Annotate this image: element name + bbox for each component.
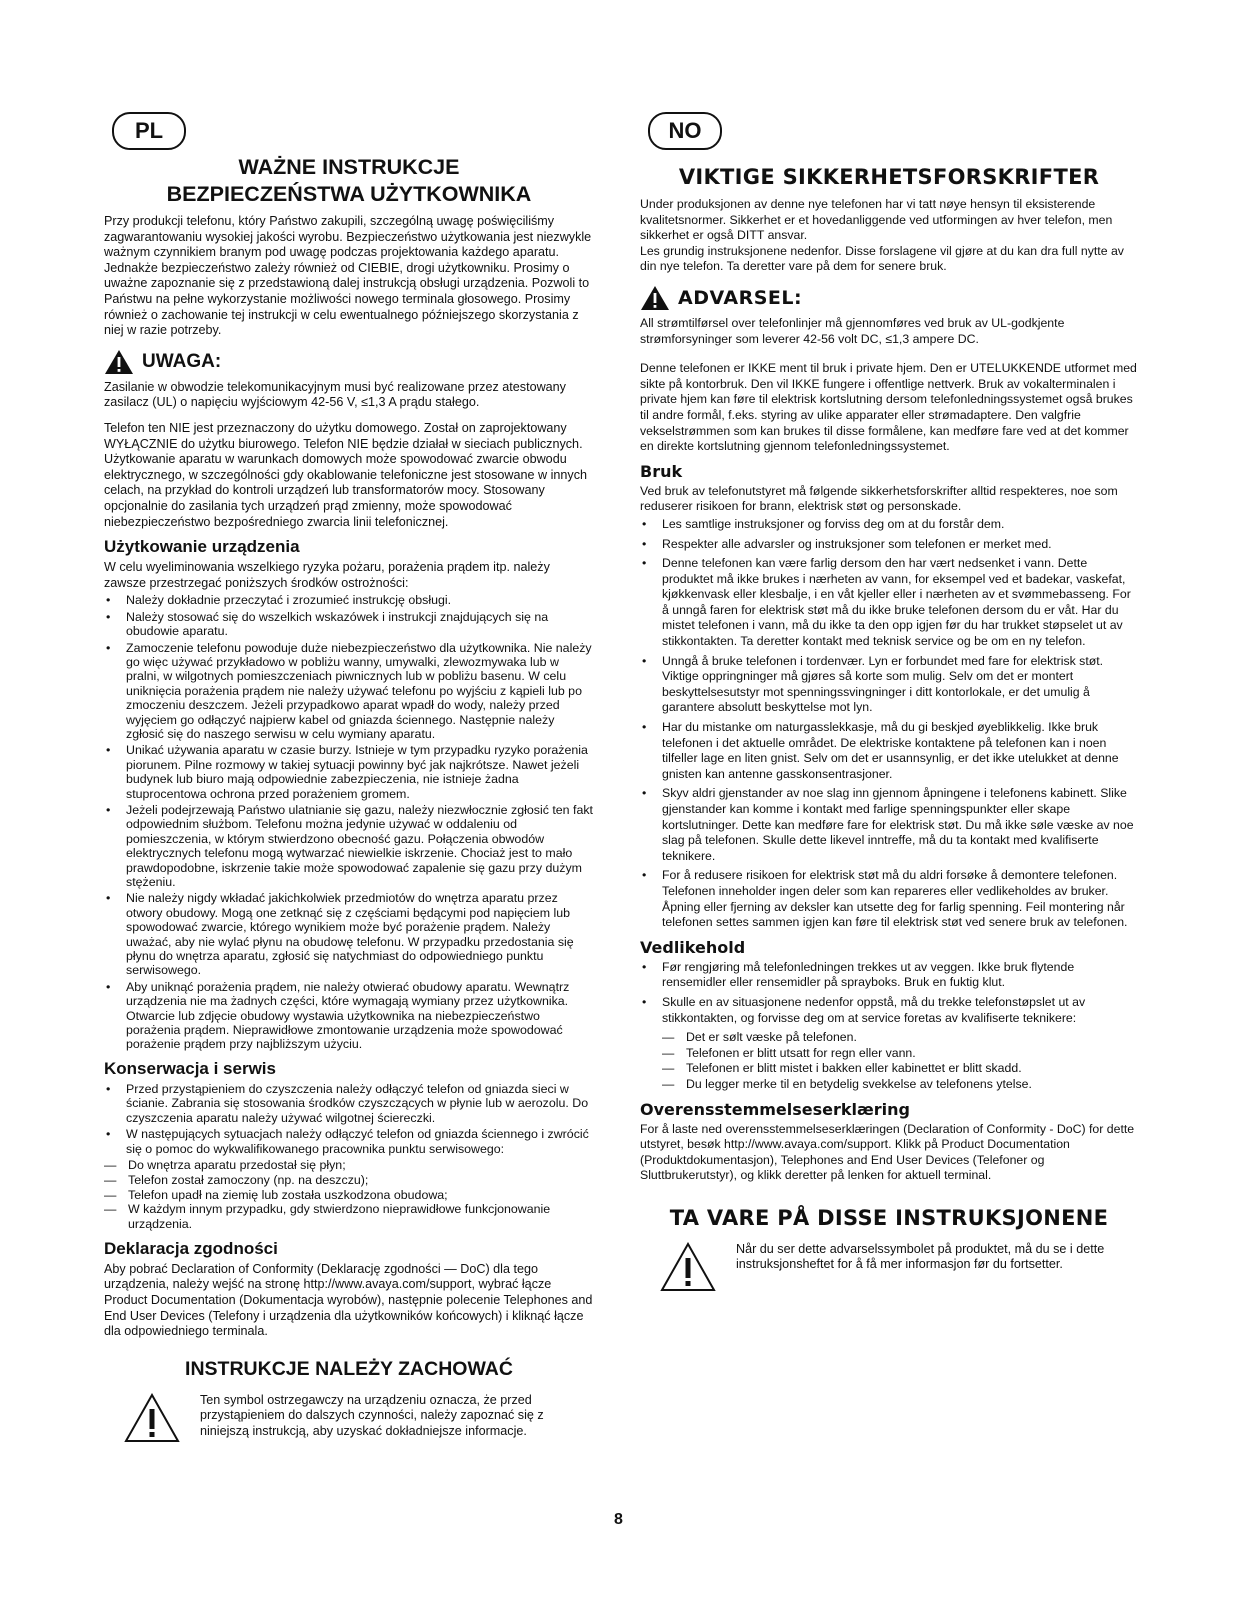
no-maint-list	[640, 960, 1138, 1026]
no-warning-p2: Denne telefonen er IKKE ment til bruk i private hjem. Den er UTELUKKENDE utformet med sikte på kontorbruk. Den vil IKKE fungere i offentlige nettverk. Bruk av vokalterminalen i private hjem kan føre til elektrisk kortslutning dersom telefonledningssystemet også brukes til andre formål, f.eks. styring av ulike apparater eller strømadaptere. Den valgfrie vekselstrømmen som kan brukes til disse formålene, kan medføre fare ved at det kommer en direkte kortslutning gjennom telefonledningssystemet.	[640, 361, 1137, 454]
list-item: • W następujących sytuacjach należy odłączyć telefon od gniazda ściennego i zwrócić się o pomoc do wykwalifikowanego pracownika punktu serwisowego:	[104, 1127, 594, 1156]
pl-maint-heading: Konserwacja i serwis	[104, 1058, 276, 1078]
language-badge-pl: PL	[112, 112, 186, 150]
list-item: • Należy dokładnie przeczytać i zrozumieć instrukcję obsługi.	[104, 593, 594, 607]
list-item: • Zamoczenie telefonu powoduje duże niebezpieczeństwo dla użytkownika. Nie należy go więc używać przykładowo w pobliżu wanny, umywalki, zlewozmywaka lub w pralni, w wilgotnych pomieszczeniach piwnicznych lub w pobliżu basenu. W celu uniknięcia porażenia prądem nie należy używać telefonu po wyjściu z kąpieli lub po zmoczeniu deszczem. Jeżeli przypadkowo aparat wpadł do wody, należy przed wyjęciem go odłączyć najpierw kabel od gniazda ściennego. Następnie należy zgłosić się do naszego serwisu w celu wymiany aparatu.	[104, 641, 594, 742]
no-main-title: VIKTIGE SIKKERHETSFORSKRIFTER	[678, 165, 1100, 189]
list-item: • For å redusere risikoen for elektrisk støt må du aldri forsøke å demontere telefonen. Telefonen inneholder ingen deler som kan repareres eller vedlikeholdes av bruker. Åpning eller fjerning av deksler kan utsette deg for farlig spenning. Feil montering når telefonen settes sammen igjen kan føre til elektrisk støt ved senere bruk av telefonen.	[640, 868, 1138, 930]
no-use-list	[640, 517, 1138, 931]
list-item: • Les samtlige instruksjoner og forviss deg om at du forstår dem.	[640, 517, 1138, 533]
list-item: • Nie należy nigdy wkładać jakichkolwiek przedmiotów do wnętrza aparatu przez otwory obudowy. Mogą one zetknąć się z częściami będącymi pod napięciem lub spowodować zwarcie, którego wynikiem może być porażenie prądem. Należy uważać, aby nie wylać płynu na obudowę telefonu. W przypadku przedostania się płynu do wnętrza aparatu, zgłosić się natychmiast do odpowiedniego punktu serwisowego.	[104, 891, 594, 977]
pl-use-heading: Użytkowanie urządzenia	[104, 537, 300, 557]
dash-item: — Do wnętrza aparatu przedostał się płyn;	[104, 1158, 594, 1173]
list-item: • Denne telefonen kan være farlig dersom den har vært nedsenket i vann. Dette produktet må ikke brukes i nærheten av vann, for eksempel ved et badekar, vaskefat, kjøkkenvask eller klesbalje, i en våt kjeller eller i nærheten av et svømmebasseng. For å unngå faren for elektrisk støt må du ikke bruke telefonen dersom du er våt. Har du mistet telefonen i vann, må du ikke ta den opp igjen før du har trukket støpselet ut av stikkontakten. Ta deretter kontakt med teknisk service og be om en ny telefon.	[640, 556, 1138, 650]
warning-triangle-icon	[104, 349, 134, 375]
no-intro-p2: Les grundig instruksjonene nedenfor. Disse forslagene vil gjøre at du kan dra full nytte av din nye telefon. Ta deretter vare på dem for senere bruk.	[640, 243, 1124, 274]
pl-main-title	[104, 154, 594, 208]
pl-warning-p2: Telefon ten NIE jest przeznaczony do użytku domowego. Został on zaprojektowany WYŁĄCZNIE do użytku biurowego. Telefon NIE będzie działał w sieciach publicznych. Użytkowanie aparatu w warunkach domowych może spowodować zwarcie obwodu elektrycznego, w szczególności gdy okablowanie telefoniczne jest stosowane w innych celach, na przykład do kontroli urządzeń lub transformatorów mocy. Stosowany opcjonalnie do zasilania tych urządzeń prąd zmienny, może spowodować niebezpieczeństwo bezpośredniego zwarcia linii telefonicznej.	[104, 420, 588, 529]
dash-item: — Telefon upadł na ziemię lub została uszkodzona obudowa;	[104, 1188, 594, 1203]
pl-title-line2: BEZPIECZEŃSTWA UŻYTKOWNIKA	[166, 182, 532, 206]
pl-intro: Przy produkcji telefonu, który Państwo zakupili, szczególną uwagę poświęciliśmy zagwarantowaniu wysokiej jakości wyrobu. Bezpieczeństwo użytkowania jest niezwykle ważnym czynnikiem branym pod uwagę podczas projektowania każdego aparatu. Jednakże bezpieczeństwo zależy również od CIEBIE, drogi użytkowniku. Prosimy o uważne zapoznanie się z przedstawioną dalej instrukcją obsługi urządzenia. Pozwoli to Państwu na pełne wykorzystanie możliwości nowego terminala głosowego. Prosimy również o zachowanie tej instrukcji w celu ewentualnego późniejszego skorzystania z niej w razie potrzeby.	[104, 214, 592, 338]
pl-use-intro: W celu wyeliminowania wszelkiego ryzyka pożaru, porażenia prądem itp. należy zawsze przestrzegać poniższych środków ostrożności:	[104, 560, 550, 590]
list-item: • Før rengjøring må telefonledningen trekkes ut av veggen. Ikke bruk flytende rensemidler eller rensemidler på sprayboks. Bruk en fuktig klut.	[640, 960, 1138, 991]
list-item: • Respekter alle advarsler og instruksjoner som telefonen er merket med.	[640, 537, 1138, 553]
no-maint-heading: Vedlikehold	[640, 937, 746, 957]
pl-use-list	[104, 593, 594, 1052]
warning-triangle-icon	[640, 285, 670, 311]
pl-maint-list	[104, 1082, 594, 1156]
no-doc-text: For å laste ned overensstemmelseserklæringen (Declaration of Conformity - DoC) for dette utstyret, besøk http://www.avaya.com/support. Klikk på Product Documentation (Produktdokumentasjon), Telephones and End User Devices (Telefoner og Sluttbrukerutstyr), og klikk deretter på lenken for aktuell terminal.	[640, 1121, 1135, 1183]
dash-item: — Telefon został zamoczony (np. na deszczu);	[104, 1173, 594, 1188]
no-maint-dash-list	[640, 1030, 1138, 1092]
no-warning-label: ADVARSEL:	[678, 286, 803, 309]
dash-item: — Telefonen er blitt mistet i bakken eller kabinettet er blitt skadd.	[662, 1061, 1138, 1077]
list-item: • Unngå å bruke telefonen i tordenvær. Lyn er forbundet med fare for elektrisk støt. Viktige oppringninger må gjøres så korte som mulig. Selv om det er montert beskyttelsesutstyr mot spenningssvingninger i ditt kontorlokale, er det umulig å garantere absolutt beskyttelse mot lyn.	[640, 654, 1138, 716]
no-use-intro: Ved bruk av telefonutstyret må følgende sikkerhetsforskrifter alltid respekteres, noe som reduserer risikoen for brann, elektrisk støt og personskade.	[640, 483, 1118, 514]
list-item: • Jeżeli podejrzewają Państwo ulatnianie się gazu, należy niezwłocznie zgłosić ten fakt odpowiednim służbom. Telefonu można jedynie używać w oddaleniu od pomieszczenia, w którym stwierdzono obecność gazu. Połączenia obwodów elektrycznych telefonu mogą wytwarzać niewielkie iskrzenie. Chociaż jest to mało prawdopodobne, iskrzenie takie może spowodować zapalenie się gazu przy dużym stężeniu.	[104, 803, 594, 889]
pl-symbol-text: Ten symbol ostrzegawczy na urządzeniu oznacza, że przed przystąpieniem do dalszych czynności, należy zapoznać się z niniejszą instrukcją, aby uzyskać dokładniejsze informacje.	[200, 1392, 544, 1439]
list-item: • Unikać używania aparatu w czasie burzy. Istnieje w tym przypadku ryzyko porażenia piorunem. Pilne rozmowy w takiej sytuacji powinny być jak najkrótsze. Nawet jeżeli budynek lub biuro mają odpowiednie zabezpieczenia, nie istnieje żadna stuprocentowa ochrona przed porażeniem gromem.	[104, 743, 594, 801]
polish-column	[104, 112, 594, 1443]
no-symbol-text: Når du ser dette advarselssymbolet på produktet, må du se i dette instruksjonsheftet for å få mer informasjon før du fortsetter.	[736, 1241, 1105, 1272]
no-doc-heading: Overensstemmelseserklæring	[640, 1099, 910, 1119]
dash-item: — Det er sølt væske på telefonen.	[662, 1030, 1138, 1046]
no-warning-p1: All strømtilførsel over telefonlinjer må gjennomføres ved bruk av UL-godkjente strømforsyninger som leverer 42-56 volt DC, ≤1,3 ampere DC.	[640, 315, 1065, 346]
pl-doc-text: Aby pobrać Declaration of Conformity (Deklarację zgodności — DoC) dla tego urządzenia, należy wejść na stronę http://www.avaya.com/support, wybrać łącze Product Documentation (Dokumentacja wyrobów), następnie polecenie Telephones and End User Devices (Telefony i urządzenia dla użytkowników końcowych) i kliknąć łącze dla odpowiedniego terminala.	[104, 1261, 593, 1339]
language-badge-no: NO	[648, 112, 722, 150]
list-item: • Przed przystąpieniem do czyszczenia należy odłączyć telefon od gniazda sieci w ścianie. Zabrania się stosowania środków czyszczących w płynie lub w aerozolu. Do czyszczenia aparatu należy używać wilgotnej ściereczki.	[104, 1082, 594, 1125]
list-item: • Skyv aldri gjenstander av noe slag inn gjennom åpningene i telefonens kabinett. Slike gjenstander kan komme i kontakt med farlige spenningspunkter eller skape kortslutninger. Dette kan medføre fare for elektrisk støt. Du må ikke søle væske av noe slag på telefonen. Skulle dette likevel inntreffe, må du ta kontakt med kvalifiserte teknikere.	[640, 786, 1138, 864]
pl-warning-label: UWAGA:	[142, 350, 222, 372]
pl-title-line1: WAŻNE INSTRUKCJE	[238, 155, 460, 179]
dash-item: — W każdym innym przypadku, gdy stwierdzono nieprawidłowe funkcjonowanie urządzenia.	[104, 1202, 594, 1232]
list-item: • Har du mistanke om naturgasslekkasje, må du gi beskjed øyeblikkelig. Ikke bruk telefonen i det aktuelle området. De elektriske kontaktene på telefonen kan i noen tilfeller lage en liten gnist. Selv om det er usannsynlig, er det ikke utelukket at denne gnisten kan antenne gasskonsentrasjoner.	[640, 720, 1138, 782]
no-final-title: TA VARE PÅ DISSE INSTRUKSJONENE	[669, 1205, 1109, 1230]
list-item: • Skulle en av situasjonene nedenfor oppstå, må du trekke telefonstøpslet ut av stikkontakten, og forvisse deg om at service foretas av kvalifiserte teknikere:	[640, 995, 1138, 1026]
warning-triangle-icon	[660, 1242, 716, 1292]
list-item: • Aby uniknąć porażenia prądem, nie należy otwierać obudowy aparatu. Wewnątrz urządzenia nie ma żadnych części, które wymagają wymiany przez użytkownika. Otwarcie lub zdjęcie obudowy wystawia użytkownika na niebezpieczeństwo porażenia prądem. Nieprawidłowe zmontowanie urządzenia może spowodować porażenie prądem przy najbliższym użyciu.	[104, 980, 594, 1052]
norwegian-column	[640, 112, 1138, 1292]
pl-doc-heading: Deklaracja zgodności	[104, 1238, 278, 1258]
dash-item: — Du legger merke til en betydelig svekkelse av telefonens ytelse.	[662, 1077, 1138, 1093]
list-item: • Należy stosować się do wszelkich wskazówek i instrukcji znajdujących się na obudowie aparatu.	[104, 610, 594, 639]
dash-item: — Telefonen er blitt utsatt for regn eller vann.	[662, 1046, 1138, 1062]
pl-symbol-note	[104, 1393, 594, 1443]
no-use-heading: Bruk	[640, 461, 683, 481]
pl-warning-heading	[104, 349, 594, 375]
no-warning-heading	[640, 285, 1138, 311]
page-number: 8	[614, 1511, 623, 1528]
pl-maint-dash-list	[104, 1158, 594, 1232]
pl-warning-p1: Zasilanie w obwodzie telekomunikacyjnym musi być realizowane przez atestowany zasilacz (UL) o napięciu wyjściowym 42-56 V, ≤1,3 A prądu stałego.	[104, 379, 566, 410]
no-intro-p1: Under produksjonen av denne nye telefonen har vi tatt nøye hensyn til eksisterende kvalitetsnormer. Sikkerhet er et hovedanliggende ved utformingen av hver telefon, men sikkerhet er også DITT ansvar.	[640, 197, 1113, 243]
warning-triangle-icon	[124, 1393, 180, 1443]
no-symbol-note	[640, 1242, 1138, 1292]
pl-final-title: INSTRUKCJE NALEŻY ZACHOWAĆ	[185, 1357, 513, 1380]
